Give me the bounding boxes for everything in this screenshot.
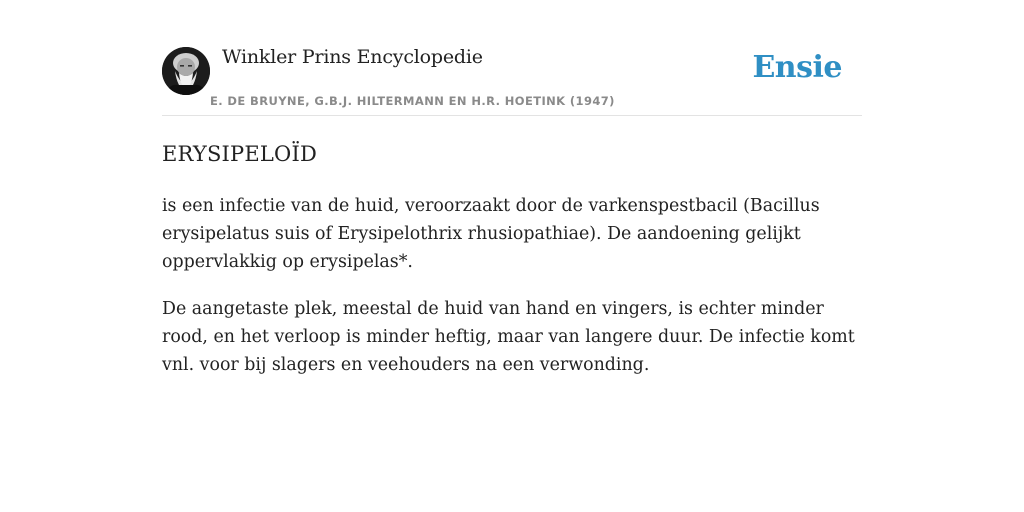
source-title[interactable]: Winkler Prins Encyclopedie: [222, 46, 483, 68]
bearded-man-portrait-icon: [162, 47, 210, 95]
source-authors: E. DE BRUYNE, G.B.J. HILTERMANN EN H.R. HOETINK (1947): [210, 94, 615, 108]
ensie-logo-link[interactable]: Ensie: [752, 50, 842, 85]
source-header: [162, 0, 862, 116]
entry-paragraph: is een infectie van de huid, veroorzaakt door de varkenspestbacil (Bacillus erysipelatus suis of Erysipelothrix rhusiopathiae). De aandoening gelijkt oppervlakkig op erysipelas*.: [162, 196, 820, 272]
author-avatar[interactable]: [162, 47, 210, 95]
entry-title: ERYSIPELOÏD: [162, 142, 317, 166]
page-container: [162, 0, 862, 375]
entry-body: [162, 192, 862, 398]
entry-paragraph: De aangetaste plek, meestal de huid van hand en vingers, is echter minder rood, en het verloop is minder heftig, maar van langere duur. De infectie komt vnl. voor bij slagers en veehouders na een verwonding.: [162, 299, 855, 375]
